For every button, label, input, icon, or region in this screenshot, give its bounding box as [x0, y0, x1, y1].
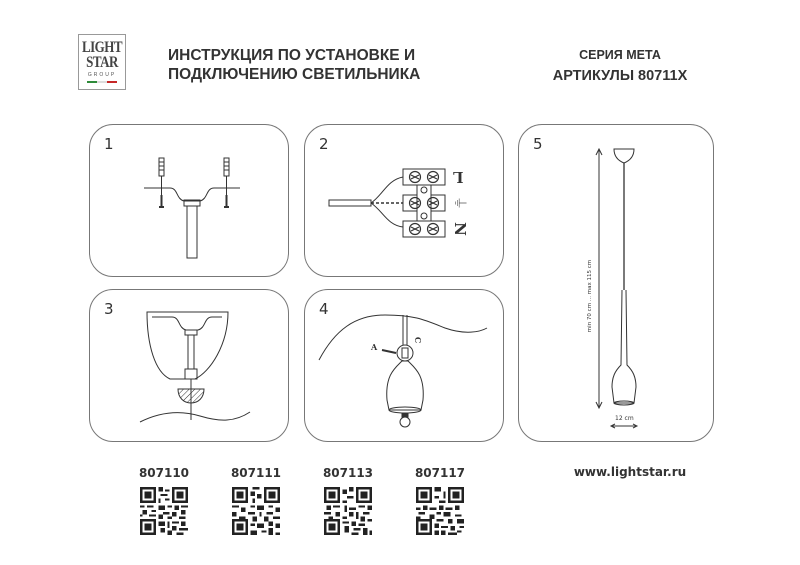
- title-line-2: ПОДКЛЮЧЕНИЮ СВЕТИЛЬНИКА: [168, 66, 421, 83]
- article-number: 807111: [230, 466, 282, 480]
- step-panel-2: [304, 124, 504, 277]
- mounting-bracket-illustration: [90, 125, 288, 276]
- article-number: 807117: [414, 466, 466, 480]
- width-dimension-label: 12 cm: [615, 415, 634, 422]
- qr-code-icon[interactable]: [232, 487, 280, 535]
- website-link[interactable]: www.lightstar.ru: [573, 465, 687, 479]
- label-c: C: [413, 336, 424, 344]
- article-number: 807110: [138, 466, 190, 480]
- step-panel-5: [518, 124, 714, 442]
- qr-code-item: [210, 466, 302, 539]
- step-number: 5: [533, 135, 543, 153]
- label-a: A: [371, 342, 378, 352]
- page-title: [168, 46, 420, 84]
- step-number: 3: [104, 300, 114, 318]
- neutral-label: N: [450, 222, 469, 236]
- step-panel-4: [304, 289, 504, 442]
- title-line-1: ИНСТРУКЦИЯ ПО УСТАНОВКЕ И: [168, 47, 416, 64]
- step-number: 4: [319, 300, 329, 318]
- series-info: [540, 46, 700, 86]
- terminal-block-illustration: [305, 125, 503, 276]
- series-name: СЕРИЯ МЕТА: [579, 48, 661, 62]
- qr-code-item: [302, 466, 394, 539]
- logo-line-group: GROUP: [87, 72, 117, 78]
- qr-code-icon[interactable]: [324, 487, 372, 535]
- brand-logo: [78, 34, 126, 90]
- dimensions-illustration: [519, 125, 713, 441]
- logo-line-star: STAR: [86, 52, 118, 71]
- live-label: L: [453, 168, 464, 186]
- article-number: 807113: [322, 466, 374, 480]
- ground-symbol: ⏚: [451, 196, 467, 210]
- hang-lamp-illustration: [305, 290, 503, 441]
- canopy-attachment-illustration: [90, 290, 288, 441]
- qr-code-list: [118, 466, 486, 539]
- height-dimension-label: min 70 cm ... max 115 cm: [587, 259, 593, 333]
- article-numbers: АРТИКУЛЫ 80711X: [552, 68, 688, 84]
- step-number: 1: [104, 135, 114, 153]
- logo-line-light: LIGHT: [81, 37, 123, 56]
- step-number: 2: [319, 135, 329, 153]
- qr-code-icon[interactable]: [416, 487, 464, 535]
- qr-code-item: [118, 466, 210, 539]
- step-panel-1: [89, 124, 289, 277]
- step-panel-3: [89, 289, 289, 442]
- qr-code-item: [394, 466, 486, 539]
- qr-code-icon[interactable]: [140, 487, 188, 535]
- italian-flag-stripe: [87, 81, 117, 83]
